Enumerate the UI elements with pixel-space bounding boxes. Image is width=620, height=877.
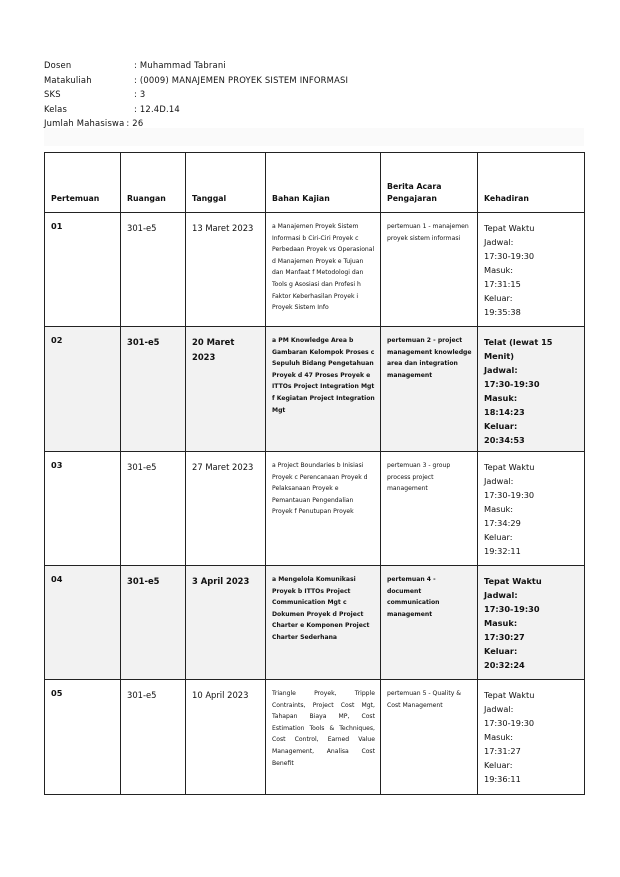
attendance-status: Tepat Waktu <box>484 690 535 700</box>
masuk-label: Masuk: <box>484 393 518 403</box>
cell-pertemuan: 05 <box>45 680 121 795</box>
table-row <box>45 452 585 566</box>
info-value: : 3 <box>134 89 146 99</box>
masuk-value: 17:34:29 <box>484 518 521 528</box>
cell-berita-acara: pertemuan 2 - project management knowledge area dan integration management <box>381 327 478 452</box>
table-header-row <box>45 153 585 213</box>
keluar-label: Keluar: <box>484 646 518 656</box>
info-row-matakuliah <box>44 73 348 88</box>
header-bahan-kajian: Bahan Kajian <box>266 153 381 213</box>
keluar-label: Keluar: <box>484 293 513 303</box>
masuk-label: Masuk: <box>484 732 514 742</box>
jadwal-value: 17:30-19:30 <box>484 718 535 728</box>
keluar-label: Keluar: <box>484 532 513 542</box>
attendance-status: Tepat Waktu <box>484 462 535 472</box>
cell-bahan-kajian: a Mengelola Komunikasi Proyek b ITTOs Project Communication Mgt c Dokumen Proyek d Project Charter e Komponen Project Charter Sederhana <box>266 566 381 680</box>
jadwal-value: 17:30-19:30 <box>484 251 535 261</box>
info-row-dosen <box>44 58 348 73</box>
keluar-value: 19:36:11 <box>484 774 521 784</box>
cell-bahan-kajian: a PM Knowledge Area b Gambaran Kelompok Proses c Sepuluh Bidang Pengetahuan Proyek d 47 Proses Proyek e ITTOs Project Integration Mgt f Kegiatan Project Integration Mgt <box>266 327 381 452</box>
cell-bahan-kajian: a Manajemen Proyek Sistem Informasi b Ciri-Ciri Proyek c Perbedaan Proyek vs Operasional d Manajemen Proyek e Tujuan dan Manfaat f Metodologi dan Tools g Asosiasi dan Profesi h Faktor Keberhasilan Proyek i Proyek Sistem Info <box>266 213 381 327</box>
cell-ruangan: 301-e5 <box>121 566 186 680</box>
header-kehadiran: Kehadiran <box>478 153 585 213</box>
cell-kehadiran <box>478 680 585 795</box>
keluar-value: 19:32:11 <box>484 546 521 556</box>
keluar-value: 20:34:53 <box>484 435 525 445</box>
jadwal-label: Jadwal: <box>484 704 514 714</box>
attendance-status: Tepat Waktu <box>484 223 535 233</box>
keluar-label: Keluar: <box>484 760 513 770</box>
cell-berita-acara: pertemuan 1 - manajemen proyek sistem informasi <box>381 213 478 327</box>
cell-kehadiran <box>478 213 585 327</box>
attendance-status: Tepat Waktu <box>484 576 542 586</box>
jadwal-value: 17:30-19:30 <box>484 604 540 614</box>
cell-pertemuan: 02 <box>45 327 121 452</box>
header-berita-acara: Berita Acara Pengajaran <box>381 153 478 213</box>
jadwal-label: Jadwal: <box>484 237 514 247</box>
cell-berita-acara: pertemuan 5 - Quality & Cost Management <box>381 680 478 795</box>
cell-tanggal: 3 April 2023 <box>186 566 266 680</box>
masuk-label: Masuk: <box>484 618 518 628</box>
attendance-table <box>44 152 585 795</box>
cell-ruangan: 301-e5 <box>121 327 186 452</box>
table-row <box>45 327 585 452</box>
keluar-value: 19:35:38 <box>484 307 521 317</box>
jadwal-label: Jadwal: <box>484 365 518 375</box>
cell-ruangan: 301-e5 <box>121 213 186 327</box>
info-value: : Muhammad Tabrani <box>134 60 226 70</box>
masuk-value: 17:30:27 <box>484 632 525 642</box>
cell-tanggal: 13 Maret 2023 <box>186 213 266 327</box>
cell-berita-acara: pertemuan 4 - document communication management <box>381 566 478 680</box>
table-row <box>45 566 585 680</box>
info-value: : 12.4D.14 <box>134 103 180 114</box>
jadwal-label: Jadwal: <box>484 476 514 486</box>
header-pertemuan: Pertemuan <box>45 153 121 213</box>
header-ruangan: Ruangan <box>121 153 186 213</box>
course-info <box>44 58 348 131</box>
info-label: Kelas <box>44 103 68 114</box>
cell-pertemuan: 03 <box>45 452 121 566</box>
table-row <box>45 680 585 795</box>
masuk-value: 17:31:27 <box>484 746 521 756</box>
masuk-label: Masuk: <box>484 265 514 275</box>
cell-ruangan: 301-e5 <box>121 452 186 566</box>
jadwal-label: Jadwal: <box>484 590 518 600</box>
cell-kehadiran <box>478 327 585 452</box>
info-value: : 26 <box>126 118 144 128</box>
cell-pertemuan: 01 <box>45 213 121 327</box>
cell-bahan-kajian: Triangle Proyek, Tripple Contraints, Project Cost Mgt, Tahapan Biaya MP, Cost Estimation Tools & Techniques, Cost Control, Earned Value Management, Analisa Cost Benefit <box>266 680 381 795</box>
header-tanggal: Tanggal <box>186 153 266 213</box>
info-label: Jumlah Mahasiswa <box>44 118 125 128</box>
cell-tanggal: 27 Maret 2023 <box>186 452 266 566</box>
header-shade <box>44 128 584 146</box>
info-row-kelas <box>44 102 348 117</box>
cell-ruangan: 301-e5 <box>121 680 186 795</box>
cell-pertemuan: 04 <box>45 566 121 680</box>
info-row-sks <box>44 87 348 102</box>
keluar-value: 20:32:24 <box>484 660 525 670</box>
cell-kehadiran <box>478 452 585 566</box>
masuk-value: 17:31:15 <box>484 279 521 289</box>
cell-berita-acara: pertemuan 3 - group process project management <box>381 452 478 566</box>
cell-kehadiran <box>478 566 585 680</box>
masuk-label: Masuk: <box>484 504 514 514</box>
info-value: : (0009) MANAJEMEN PROYEK SISTEM INFORMASI <box>134 74 349 85</box>
cell-tanggal: 10 April 2023 <box>186 680 266 795</box>
masuk-value: 18:14:23 <box>484 407 525 417</box>
info-label: Dosen <box>44 60 72 70</box>
attendance-status: Telat (lewat 15 Menit) <box>484 337 553 361</box>
table-row <box>45 213 585 327</box>
cell-bahan-kajian: a Project Boundaries b Inisiasi Proyek c Perencanaan Proyek d Pelaksanaan Proyek e Pemantauan Pengendalian Proyek f Penutupan Proyek <box>266 452 381 566</box>
keluar-label: Keluar: <box>484 421 518 431</box>
info-label: Matakuliah <box>44 74 92 85</box>
jadwal-value: 17:30-19:30 <box>484 490 535 500</box>
info-label: SKS <box>44 89 61 99</box>
cell-tanggal: 20 Maret 2023 <box>186 327 266 452</box>
jadwal-value: 17:30-19:30 <box>484 379 540 389</box>
